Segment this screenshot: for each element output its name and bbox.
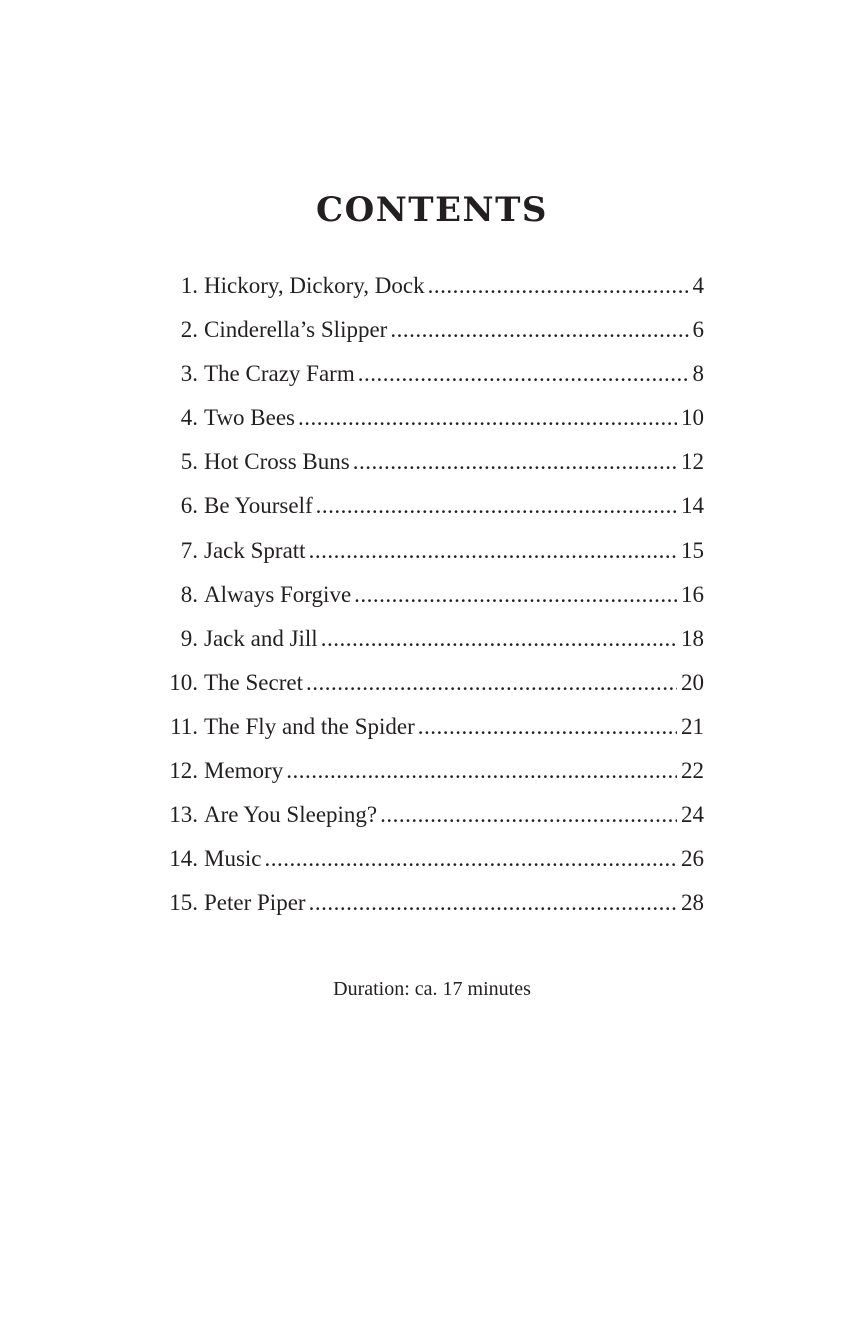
toc-entry: [158, 484, 704, 528]
entry-number: 6.: [180, 493, 198, 519]
entry-title: Music: [204, 846, 262, 872]
table-of-contents: [158, 264, 704, 925]
entry-title: Memory: [204, 758, 284, 784]
toc-entry: [158, 793, 704, 837]
dot-leader: [428, 264, 689, 308]
entry-title: The Fly and the Spider: [204, 713, 415, 739]
entry-page-number: 12: [681, 449, 704, 475]
entry-page-number: 14: [681, 493, 704, 519]
toc-entry: [158, 573, 704, 617]
entry-number: 1.: [180, 273, 198, 298]
entry-number: 9.: [180, 625, 198, 651]
entry-number: 10.: [169, 669, 198, 695]
toc-entry: [158, 440, 704, 484]
dot-leader: [321, 617, 677, 661]
dot-leader: [265, 837, 678, 881]
toc-entry: [158, 705, 704, 749]
duration-note: Duration: ca. 17 minutes: [333, 978, 531, 1000]
entry-page-number: 10: [681, 405, 704, 431]
entry-page-number: 24: [681, 802, 704, 828]
entry-number: 11.: [170, 713, 198, 739]
entry-page-number: 21: [681, 713, 704, 739]
entry-title: Be Yourself: [204, 493, 313, 519]
entry-title: Hot Cross Buns: [204, 449, 350, 475]
entry-title: Peter Piper: [204, 890, 306, 916]
dot-leader: [353, 440, 677, 484]
dot-leader: [380, 793, 677, 837]
entry-page-number: 26: [681, 846, 704, 872]
entry-page-number: 4: [692, 273, 704, 298]
entry-title: The Secret: [204, 669, 303, 695]
entry-number: 2.: [180, 317, 198, 343]
page-title: CONTENTS: [316, 190, 548, 230]
dot-leader: [286, 749, 677, 793]
entry-number: 8.: [180, 581, 198, 607]
toc-entry: [158, 617, 704, 661]
entry-number: 3.: [180, 361, 198, 387]
toc-entry: [158, 264, 704, 308]
entry-title: Hickory, Dickory, Dock: [204, 273, 425, 298]
entry-number: 4.: [180, 405, 198, 431]
entry-number: 13.: [169, 802, 198, 828]
toc-entry: [158, 352, 704, 396]
entry-page-number: 16: [681, 581, 704, 607]
dot-leader: [298, 396, 677, 440]
toc-entry: [158, 881, 704, 925]
toc-entry: [158, 837, 704, 881]
dot-leader: [316, 484, 677, 528]
entry-number: 12.: [169, 758, 198, 784]
entry-number: 15.: [169, 890, 198, 916]
entry-page-number: 8: [692, 361, 704, 387]
dot-leader: [309, 529, 677, 573]
entry-number: 14.: [169, 846, 198, 872]
toc-entry: [158, 749, 704, 793]
entry-title: Jack and Jill: [204, 625, 318, 651]
entry-title: Two Bees: [204, 405, 296, 431]
entry-page-number: 20: [681, 669, 704, 695]
dot-leader: [354, 573, 677, 617]
entry-title: Jack Spratt: [204, 537, 306, 563]
toc-entry: [158, 661, 704, 705]
entry-page-number: 6: [692, 317, 704, 343]
entry-page-number: 18: [681, 625, 704, 651]
toc-entry: [158, 396, 704, 440]
entry-page-number: 15: [681, 537, 704, 563]
toc-entry: [158, 308, 704, 352]
entry-title: Always Forgive: [204, 581, 352, 607]
entry-title: The Crazy Farm: [204, 361, 355, 387]
dot-leader: [306, 661, 677, 705]
entry-title: Cinderella’s Slipper: [204, 317, 388, 343]
dot-leader: [358, 352, 689, 396]
entry-number: 7.: [180, 537, 198, 563]
dot-leader: [390, 308, 688, 352]
dot-leader: [418, 705, 677, 749]
entry-number: 5.: [180, 449, 198, 475]
entry-title: Are You Sleeping?: [204, 802, 378, 828]
dot-leader: [309, 881, 677, 925]
entry-page-number: 22: [681, 758, 704, 784]
entry-page-number: 28: [681, 890, 704, 916]
toc-entry: [158, 529, 704, 573]
